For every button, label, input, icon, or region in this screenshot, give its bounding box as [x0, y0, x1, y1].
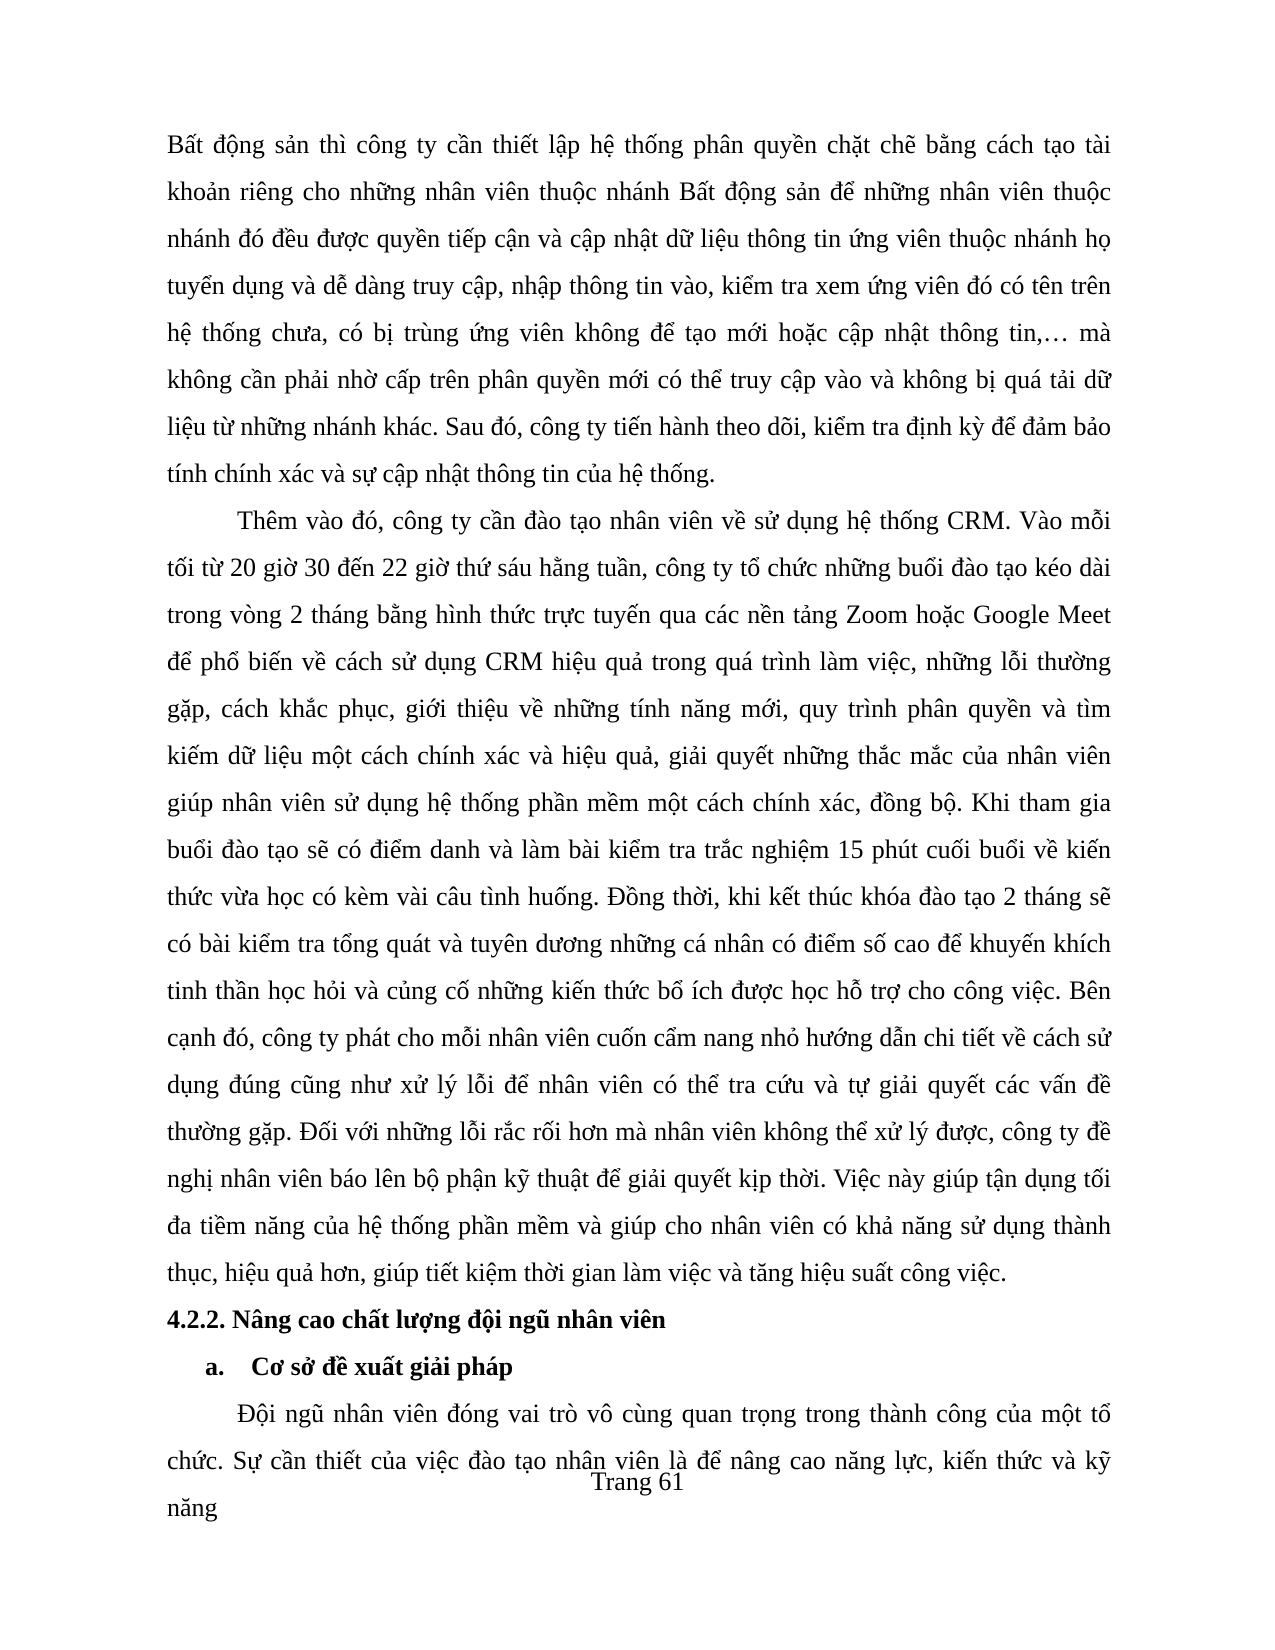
paragraph-staff-quality: Đội ngũ nhân viên đóng vai trò vô cùng quan trọng trong thành công của một tổ chức. Sự cần thiết của việc đào tạo nhân viên là để nâng cao năng lực, kiến thức và kỹ năng	[167, 1399, 1111, 1522]
subsection-title: Cơ sở đề xuất giải pháp	[251, 1352, 514, 1381]
page-content	[167, 121, 1111, 1531]
paragraph-crm-training: Thêm vào đó, công ty cần đào tạo nhân viên về sử dụng hệ thống CRM. Vào mỗi tối từ 20 giờ 30 đến 22 giờ thứ sáu hằng tuần, công ty tổ chức những buổi đào tạo kéo dài trong vòng 2 tháng bằng hình thức trực tuyến qua các nền tảng Zoom hoặc Google Meet để phổ biến về cách sử dụng CRM hiệu quả trong quá trình làm việc, những lỗi thường gặp, cách khắc phục, giới thiệu về những tính năng mới, quy trình phân quyền và tìm kiếm dữ liệu một cách chính xác và hiệu quả, giải quyết những thắc mắc của nhân viên giúp nhân viên sử dụng hệ thống phần mềm một cách chính xác, đồng bộ. Khi tham gia buổi đào tạo sẽ có điểm danh và làm bài kiểm tra trắc nghiệm 15 phút cuối buổi về kiến thức vừa học có kèm vài câu tình huống. Đồng thời, khi kết thúc khóa đào tạo 2 tháng sẽ có bài kiểm tra tổng quát và tuyên dương những cá nhân có điểm số cao để khuyến khích tinh thần học hỏi và củng cố những kiến thức bổ ích được học hỗ trợ cho công việc. Bên cạnh đó, công ty phát cho mỗi nhân viên cuốn cẩm nang nhỏ hướng dẫn chi tiết về cách sử dụng đúng cũng như xử lý lỗi để nhân viên có thể tra cứu và tự giải quyết các vấn đề thường gặp. Đối với những lỗi rắc rối hơn mà nhân viên không thể xử lý được, công ty đề nghị nhân viên báo lên bộ phận kỹ thuật để giải quyết kịp thời. Việc này giúp tận dụng tối đa tiềm năng của hệ thống phần mềm và giúp cho nhân viên có khả năng sử dụng thành thục, hiệu quả hơn, giúp tiết kiệm thời gian làm việc và tăng hiệu suất công việc.	[167, 506, 1111, 1287]
paragraph-continuation: Bất động sản thì công ty cần thiết lập hệ thống phân quyền chặt chẽ bằng cách tạo tài khoản riêng cho những nhân viên thuộc nhánh Bất động sản để những nhân viên thuộc nhánh đó đều được quyền tiếp cận và cập nhật dữ liệu thông tin ứng viên thuộc nhánh họ tuyển dụng và dễ dàng truy cập, nhập thông tin vào, kiểm tra xem ứng viên đó có tên trên hệ thống chưa, có bị trùng ứng viên không để tạo mới hoặc cập nhật thông tin,… mà không cần phải nhờ cấp trên phân quyền mới có thể truy cập vào và không bị quá tải dữ liệu từ những nhánh khác. Sau đó, công ty tiến hành theo dõi, kiểm tra định kỳ để đảm bảo tính chính xác và sự cập nhật thông tin của hệ thống.	[167, 130, 1111, 488]
section-heading-4-2-2: 4.2.2. Nâng cao chất lượng đội ngũ nhân viên	[167, 1305, 666, 1334]
subsection-label: a.	[205, 1352, 225, 1381]
subsection-heading-a	[167, 1343, 1111, 1390]
page-number: Trang 61	[590, 1467, 685, 1496]
